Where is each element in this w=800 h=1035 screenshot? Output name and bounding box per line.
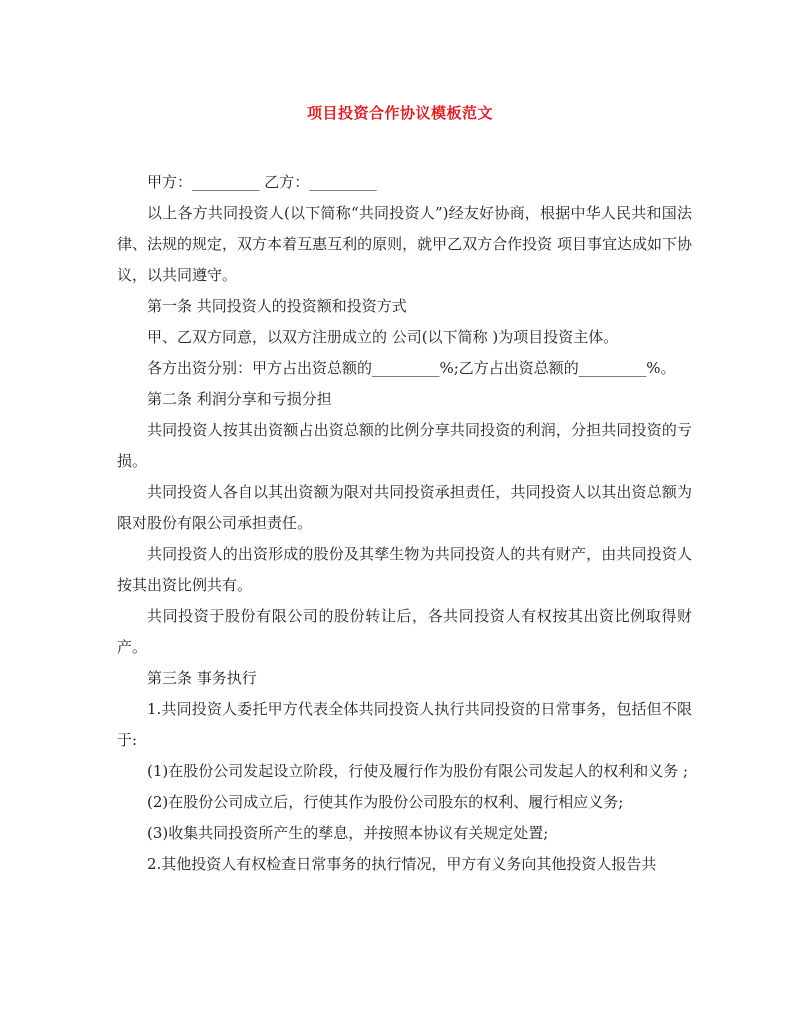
article-2-paragraph-3: 共同投资人的出资形成的股份及其孳生物为共同投资人的共有财产，由共同投资人按其出资比例共有。 <box>117 545 692 594</box>
document-body <box>117 167 692 880</box>
document-title: 项目投资合作协议模板范文 <box>306 104 493 122</box>
article-2-paragraph-4: 共同投资于股份有限公司的股份转让后，各共同投资人有权按其出资比例取得财产。 <box>117 607 692 656</box>
article-1-paragraph-2: 各方出资分别：甲方占出资总额的_________%;乙方占出资总额的_________%。 <box>147 359 676 377</box>
party-line: 甲方：_________ 乙方：_________ <box>147 173 377 191</box>
article-1-paragraph-1: 甲、乙双方同意，以双方注册成立的 公司(以下简称 )为项目投资主体。 <box>147 328 619 346</box>
article-3-subitem-3: (3)收集共同投资所产生的孳息，并按照本协议有关规定处置; <box>147 824 549 842</box>
article-3-heading: 第三条 事务执行 <box>147 669 257 687</box>
preamble-paragraph: 以上各方共同投资人(以下简称“共同投资人”)经友好协商，根据中华人民共和国法律、法规的规定，双方本着互惠互利的原则，就甲乙双方合作投资 项目事宜达成如下协议，以共同遵守。 <box>117 204 692 284</box>
article-2-heading: 第二条 利润分享和亏损分担 <box>147 390 332 408</box>
article-1-heading: 第一条 共同投资人的投资额和投资方式 <box>147 297 407 315</box>
article-2-paragraph-1: 共同投资人按其出资额占出资总额的比例分享共同投资的利润，分担共同投资的亏损。 <box>117 421 692 470</box>
article-3-subitem-2: (2)在股份公司成立后，行使其作为股份公司股东的权利、履行相应义务; <box>147 793 624 811</box>
article-2-paragraph-2: 共同投资人各自以其出资额为限对共同投资承担责任，共同投资人以其出资总额为限对股份有限公司承担责任。 <box>117 483 692 532</box>
article-3-item-2: 2.其他投资人有权检查日常事务的执行情况，甲方有义务向其他投资人报告共 <box>147 855 657 873</box>
article-3-subitem-1: (1)在股份公司发起设立阶段，行使及履行作为股份有限公司发起人的权利和义务 ; <box>147 762 689 780</box>
article-3-item-1: 1.共同投资人委托甲方代表全体共同投资人执行共同投资的日常事务，包括但不限于: <box>117 700 692 749</box>
